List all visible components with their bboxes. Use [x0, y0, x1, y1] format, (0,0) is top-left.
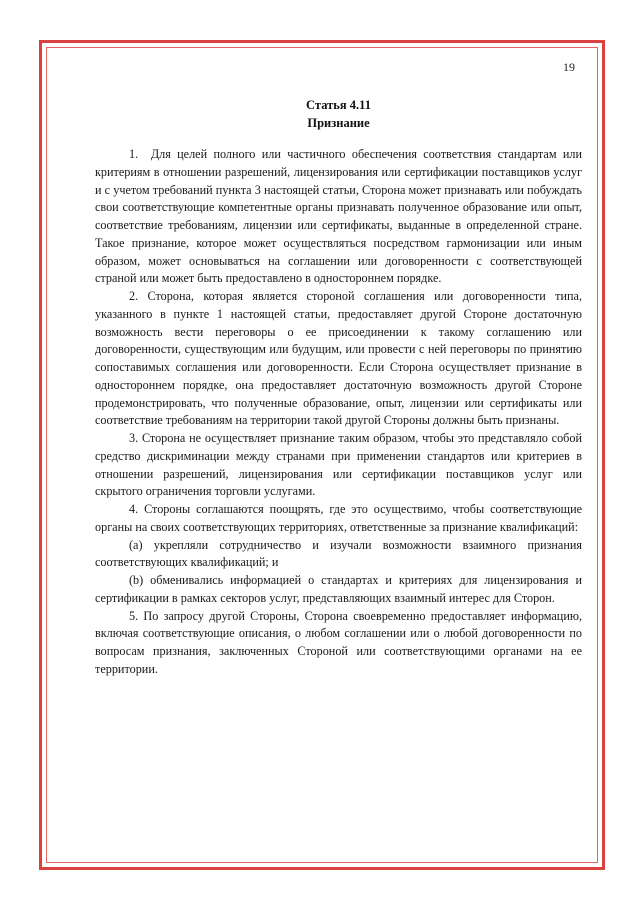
article-body [95, 146, 582, 679]
paragraph-5: 5. По запросу другой Стороны, Сторона своевременно предоставляет информацию, включая соответствующие описания, о любом соглашении или о любой договоренности по вопросам признания, заключенных Стороной или соответствующими органами на ее территории. [95, 608, 582, 676]
paragraph-1: 1. Для целей полного или частичного обеспечения соответствия стандартам или критериям в отношении разрешений, лицензирования или сертификации поставщиков услуг и с учетом требований пункта 3 настоящей статьи, Сторона может признавать или побуждать свои соответствующие компетентные органы признавать полученное образование или опыт, соответствие требованиям, лицензии или сертификаты, выданные в определенной стране. Такое признание, которое может осуществляться посредством гармонизации или иным образом, может основываться на соглашении или договоренности с соответствующей страной или может быть предоставлено в одностороннем порядке. [95, 147, 582, 286]
paragraph-4: 4. Стороны соглашаются поощрять, где это осуществимо, чтобы соответствующие органы на своих соответствующих территориях, ответственные за признание квалификаций: [95, 502, 582, 534]
article-subtitle: Признание [307, 116, 370, 130]
paragraph-4b: (b) обменивались информацией о стандартах и критериях для лицензирования и сертификации в рамках секторов услуг, представляющих взаимный интерес для Сторон. [95, 573, 582, 605]
paragraph-2: 2. Сторона, которая является стороной соглашения или договоренности типа, указанного в пункте 1 настоящей статьи, предоставляет другой Стороне достаточную возможность вести переговоры о ее присоединении к такому соглашению или договоренности, существующим или будущим, или провести с ней переговоры по принятию сопоставимых соглашения или договоренности. Если Сторона осуществляет признание в одностороннем порядке, она предоставляет достаточную возможность другой Стороне продемонстрировать, что полученные образование, опыт, лицензии или сертификаты или соответствие требованиям на территории такой другой Стороны должны быть признаны. [95, 289, 582, 428]
paragraph-4a: (a) укрепляли сотрудничество и изучали возможности взаимного признания соответствующих квалификаций; и [95, 537, 582, 570]
article-title: Статья 4.11 [306, 98, 371, 112]
page-number: 19 [563, 60, 575, 74]
paragraph-3: 3. Сторона не осуществляет признание таким образом, чтобы это представляло собой средство дискриминации между странами при применении стандартов или критериев в отношении разрешений, лицензирования или сертификации поставщиков услуг или скрытого ограничения торговли услугами. [95, 431, 582, 499]
